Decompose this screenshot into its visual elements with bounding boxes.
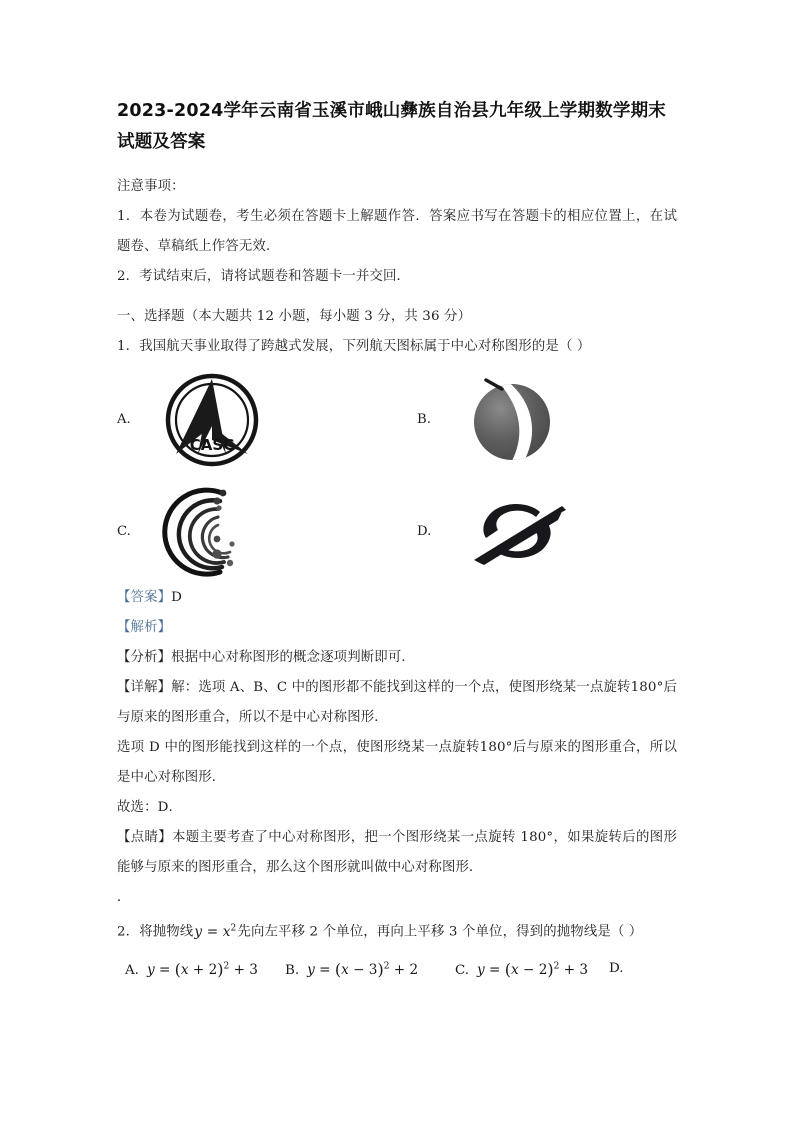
- question-2-text-part2: 先向左平移 2 个单位，再向上平移 3 个单位，得到的抛物线是（ ）: [237, 924, 643, 940]
- option-a-label: A.: [117, 412, 131, 427]
- question-1-options: [117, 368, 677, 583]
- dianjing-line: [117, 823, 677, 883]
- document-content: [117, 96, 677, 994]
- conclusion-line: 故选：D．: [117, 800, 183, 815]
- question-1-stem: [117, 332, 677, 362]
- stylized-z-icon: [462, 482, 562, 582]
- question-2-number: 2．: [117, 924, 140, 940]
- section-heading: 一、选择题（本大题共 12 小题，每小题 3 分，共 36 分）: [117, 309, 472, 324]
- xiangjie-label: 【详解】: [117, 680, 172, 695]
- notice-item-2: 2．考试结束后，请将试题卷和答题卡一并交回．: [117, 269, 411, 284]
- fenxi-text: 根据中心对称图形的概念逐项判断即可．: [171, 650, 415, 665]
- question-2-option-a-label: A.: [125, 962, 139, 978]
- question-2-option-a[interactable]: [125, 960, 259, 979]
- xiangjie-line-2: 选项 D 中的图形能找到这样的一个点，使图形绕某一点旋转180°后与原来的图形重合，所以是中心对称图形．: [117, 740, 677, 785]
- option-c[interactable]: [117, 480, 397, 587]
- xiangjie-line: [117, 673, 677, 733]
- option-b-label: B.: [417, 412, 431, 427]
- option-b[interactable]: [417, 368, 697, 475]
- question-2-inline-math: $y = x^2$: [194, 923, 237, 940]
- option-d-label: D.: [417, 524, 432, 539]
- question-2-option-c-formula: $y = (x - 2)^2 + 3$: [477, 959, 589, 979]
- option-c-label: C.: [117, 524, 131, 539]
- fenxi-label: 【分析】: [117, 650, 172, 665]
- question-2-option-b[interactable]: [285, 960, 419, 979]
- casc-emblem-text: CASC: [189, 436, 235, 454]
- analysis-label: 【解析】: [117, 620, 172, 635]
- option-d[interactable]: [417, 480, 697, 587]
- sphere-band-icon: [462, 370, 562, 470]
- question-2-option-c[interactable]: [455, 960, 589, 979]
- question-2-option-b-formula: $y = (x - 3)^2 + 2$: [307, 959, 419, 979]
- notice-heading: 注意事项：: [117, 179, 185, 194]
- fenxi-line: [117, 643, 677, 673]
- notice-item-1: 1．本卷为试题卷，考生必须在答题卡上解题作答．答案应书写在答题卡的相应位置上，在试题卷、草稿纸上作答无效．: [117, 209, 677, 254]
- question-2-option-b-label: B.: [285, 962, 300, 978]
- dianjing-text: 本题主要考查了中心对称图形，把一个图形绕某一点旋转 180°，如果旋转后的图形能够与原来的图形重合，那么这个图形就叫做中心对称图形．: [117, 830, 678, 875]
- answer-line: [117, 583, 677, 613]
- question-2-option-a-formula: $y = (x + 2)^2 + 3$: [146, 959, 258, 979]
- question-2-text-part1: 将抛物线: [139, 924, 194, 940]
- xiangjie-text: 解：选项 A、B、C 中的图形都不能找到这样的一个点，使图形绕某一点旋转180°后与原来的图形重合，所以不是中心对称图形．: [117, 680, 677, 725]
- question-1-number: 1．: [117, 339, 140, 354]
- question-2-option-d-label: D.: [609, 960, 624, 976]
- trailing-dot-line: ．: [117, 890, 131, 905]
- answer-label: 【答案】: [117, 590, 172, 605]
- question-2-stem: [117, 913, 677, 948]
- analysis-line: [117, 613, 677, 643]
- orbit-arcs-icon: [162, 482, 262, 582]
- question-2-option-d-formula: [631, 960, 633, 976]
- casc-emblem-icon: [162, 370, 262, 470]
- answer-value: D: [171, 590, 183, 605]
- dianjing-label: 【点睛】: [117, 830, 173, 845]
- question-2-option-c-label: C.: [455, 962, 470, 978]
- option-a[interactable]: [117, 368, 397, 475]
- question-1-text: 我国航天事业取得了跨越式发展，下列航天图标属于中心对称图形的是（ ）: [139, 339, 591, 354]
- question-2-option-d[interactable]: [609, 960, 633, 976]
- page-title: 2023-2024学年云南省玉溪市峨山彝族自治县九年级上学期数学期末试题及答案: [117, 101, 666, 152]
- question-2-options: [117, 960, 677, 994]
